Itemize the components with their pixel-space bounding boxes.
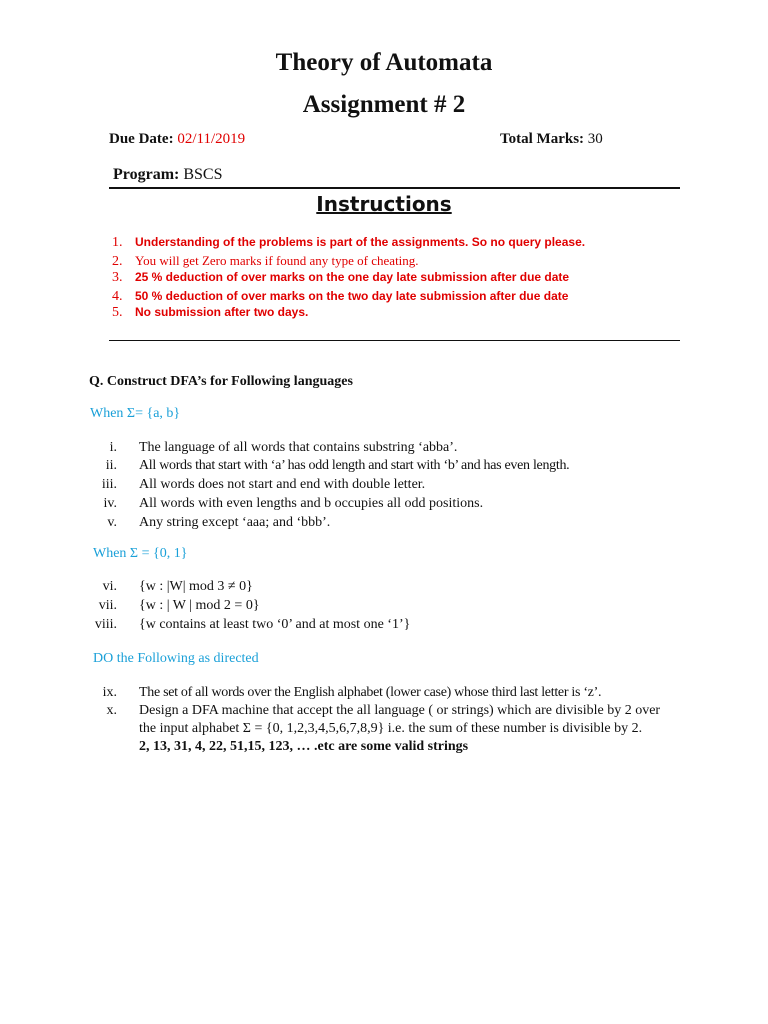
instruction-item: 2. You will get Zero marks if found any type of cheating.	[112, 253, 419, 269]
page-subtitle: Assignment # 2	[302, 91, 466, 118]
question-heading: Q. Construct DFA’s for Following languages	[89, 374, 353, 389]
total-marks-value: 30	[587, 131, 603, 147]
instruction-item: 3. 25 % deduction of over marks on the one day late submission after due date	[112, 270, 570, 285]
section-heading: DO the Following as directed	[93, 651, 259, 666]
page-title: Theory of Automata	[275, 49, 493, 76]
assignment-page: Theory of Automata Assignment # 2 Due Date: 02/11/2019 Total Marks: 30 Program: BSCS Instructions 1. Understanding of the problems is part of the assignments. So no query please. 2. You will get Zero marks if found any type of cheating. 3. 25 % deduction of over marks on the one day late submission after due date 4. 50 % deduction of over marks on the two day late submission after due date 5. No submission after two days. Q. Construct DFA’s for Following languages When Σ= {a, b} i. The language of all words that contains substring ‘abba’. ii. All words that start with ‘a’ has odd length and start with ‘b’ and has even length. iii. All words does not start and end with double letter. iv. All words with even lengths and b occupies all odd positions. v. Any string except ‘aaa; and ‘bbb’. When Σ = {0, 1} vi. {w : |W| mod 3 ≠ 0} vii. {w : | W | mod 2 = 0} viii. {w contains at least two ‘0’ and at most one ‘1’} DO the Following as directed ix. The set of all words over the English alphabet (lower case) whose third last letter is ‘z’. x. Design a DFA machine that accept the all language ( or strings) which are divisible by 2 over the input alphabet Σ = {0, 1,2,3,4,5,6,7,8,9} i.e. the sum of these number is divisible by 2. 2, 13, 31, 4, 22, 51,15, 123, … .etc are some valid strings	[0, 0, 768, 1024]
total-marks-label: Total Marks:	[500, 131, 585, 147]
instruction-item: 4. 50 % deduction of over marks on the two day late submission after due date	[112, 289, 569, 304]
due-date-label: Due Date:	[109, 131, 174, 147]
instruction-item: 5. No submission after two days.	[112, 305, 309, 320]
section-heading: When Σ = {0, 1}	[93, 546, 188, 561]
total-marks	[500, 132, 603, 147]
program-label: Program:	[113, 166, 180, 183]
program-value: BSCS	[183, 166, 223, 183]
due-date-value: 02/11/2019	[177, 131, 246, 147]
instruction-item: 1. Understanding of the problems is part of the assignments. So no query please.	[112, 235, 586, 250]
section-heading: When Σ= {a, b}	[90, 406, 181, 421]
instructions-divider	[109, 340, 680, 341]
due-date	[109, 132, 245, 147]
program	[113, 167, 222, 183]
header-divider	[109, 187, 680, 189]
instructions-heading: Instructions	[316, 192, 452, 216]
